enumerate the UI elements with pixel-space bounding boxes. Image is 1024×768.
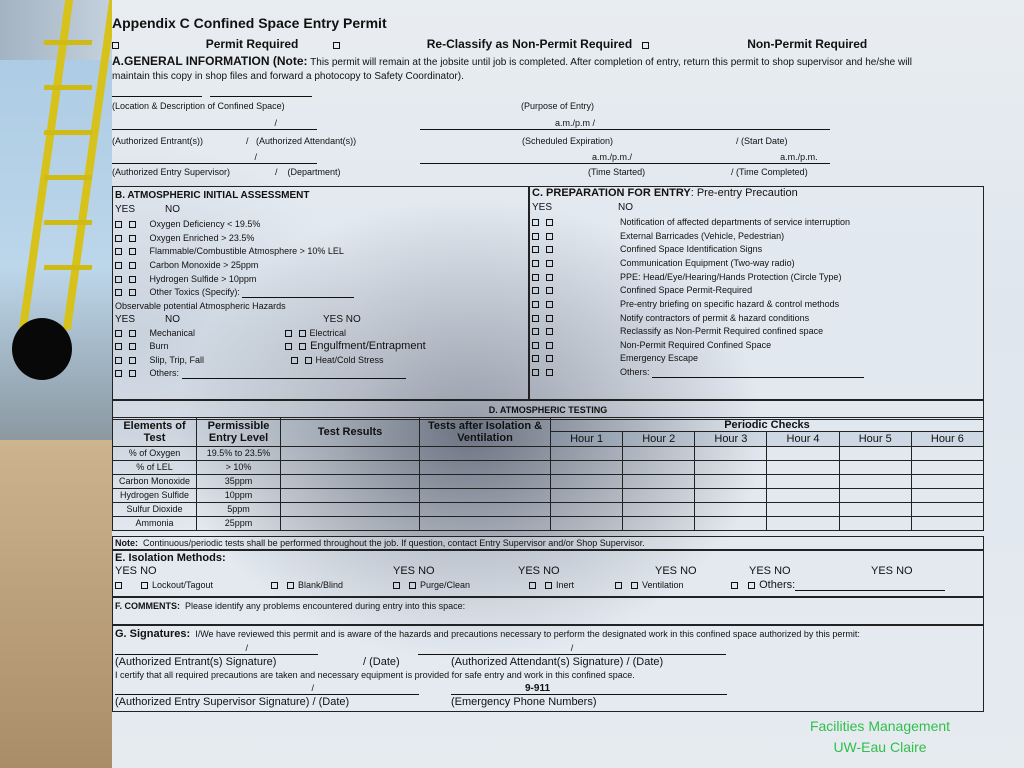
section-e [112, 550, 984, 597]
comments-text: Please identify any problems encountered during entry into this space: [185, 601, 466, 611]
emergency-phone-label: (Emergency Phone Numbers) [451, 696, 597, 708]
manhole-opening [12, 318, 72, 380]
entry-cell[interactable] [767, 517, 839, 531]
checkbox[interactable] [115, 330, 122, 337]
item-label: Confined Space Identification Signs [620, 244, 763, 254]
checkbox[interactable] [129, 262, 136, 269]
list-item [532, 340, 772, 351]
entry-cell[interactable] [839, 461, 911, 475]
checkbox[interactable] [532, 233, 539, 240]
expiration-label: (Scheduled Expiration) [522, 136, 614, 146]
others-field[interactable] [182, 378, 406, 379]
entry-cell[interactable] [767, 461, 839, 475]
list-item [532, 299, 840, 310]
checkbox[interactable] [393, 582, 400, 589]
entry-cell[interactable] [623, 503, 695, 517]
signatures-text: I/We have reviewed this permit and is aware of the hazards and precautions necessary to perform the designated work in this confined space authorized by this permit: [195, 629, 860, 639]
entry-cell[interactable] [623, 447, 695, 461]
entrant-label: Authorized Entrant(s)) [115, 136, 204, 146]
checkbox[interactable] [129, 357, 136, 364]
entry-cell[interactable] [839, 517, 911, 531]
entry-cell[interactable] [420, 503, 551, 517]
checkbox[interactable] [285, 330, 292, 337]
item-label: Communication Equipment (Two-way radio) [620, 258, 795, 268]
item-label: Carbon Monoxide > 25ppm [149, 260, 259, 270]
general-info-label: A.GENERAL INFORMATION (Note: [112, 54, 308, 68]
entry-cell[interactable] [839, 503, 911, 517]
item-label: Emergency Escape [620, 353, 699, 363]
entry-cell[interactable] [551, 489, 623, 503]
supervisor-signature-line[interactable]: / 9-911 [115, 683, 727, 695]
checkbox[interactable] [546, 233, 553, 240]
checkbox[interactable] [546, 274, 553, 281]
checkbox[interactable] [545, 582, 552, 589]
checkbox[interactable] [532, 246, 539, 253]
checkbox[interactable] [112, 42, 119, 49]
no-label: NO [618, 202, 634, 213]
checkbox[interactable] [546, 369, 553, 376]
hazards-yes-no [115, 314, 361, 325]
entry-cell[interactable] [695, 447, 767, 461]
entry-cell[interactable] [281, 503, 420, 517]
checkbox[interactable] [115, 235, 122, 242]
element-cell: % of LEL [113, 461, 197, 475]
list-item [115, 340, 426, 352]
checkbox[interactable] [532, 369, 539, 376]
entry-cell[interactable] [839, 447, 911, 461]
table-row [113, 517, 984, 531]
department-label: (Department) [287, 167, 341, 177]
entry-cell[interactable] [623, 475, 695, 489]
item-label: Slip, Trip, Fall [149, 355, 205, 365]
yes-no-label: YES NO [871, 565, 913, 577]
supervisor-label: (Authorized Entry Supervisor) [112, 167, 231, 177]
list-item [532, 326, 824, 337]
entry-cell[interactable] [695, 475, 767, 489]
permit-type-row [112, 37, 867, 51]
section-c-subtitle: : Pre-entry Precaution [690, 187, 798, 199]
method-label: Lockout/Tagout [152, 580, 214, 590]
level-cell: 10ppm [197, 489, 281, 503]
checkbox[interactable] [115, 221, 122, 228]
section-g [112, 625, 984, 712]
checkbox[interactable] [115, 262, 122, 269]
list-item [115, 219, 260, 230]
item-label: Hydrogen Sulfide > 10ppm [149, 274, 257, 284]
plank-image [0, 440, 112, 768]
ampm-label: a.m./p.m. [780, 152, 818, 162]
entry-cell[interactable] [281, 461, 420, 475]
checkbox[interactable] [532, 287, 539, 294]
item-label: Burn [149, 341, 169, 351]
entry-cell[interactable] [767, 489, 839, 503]
section-c [529, 186, 984, 400]
item-label: Others: [620, 367, 650, 377]
list-item [115, 355, 384, 366]
entry-cell[interactable] [839, 475, 911, 489]
checkbox[interactable] [409, 582, 416, 589]
entrant-signature-line[interactable]: / / [115, 643, 726, 655]
ladder-rung [44, 175, 93, 180]
column-header [197, 418, 281, 447]
level-cell: 25ppm [197, 517, 281, 531]
time-completed-label: / (Time Completed) [731, 167, 808, 177]
hour-header: Hour 1 [551, 432, 623, 447]
method-label: Purge/Clean [420, 580, 471, 590]
entry-cell[interactable] [551, 447, 623, 461]
entry-cell[interactable] [911, 517, 983, 531]
entry-cell[interactable] [911, 503, 983, 517]
level-cell: 5ppm [197, 503, 281, 517]
item-label: Others: [149, 368, 180, 378]
section-c-title-row [532, 188, 798, 199]
yes-label: YES [115, 314, 136, 325]
checkbox[interactable] [748, 582, 755, 589]
column-header [420, 418, 551, 447]
checkbox[interactable] [129, 343, 136, 350]
ampm-label: a.m./p.m. [592, 152, 630, 162]
signatures-row [115, 629, 860, 640]
checkbox[interactable] [532, 274, 539, 281]
ladder-rung [44, 40, 93, 45]
no-label: NO [165, 204, 181, 215]
checkbox[interactable] [546, 246, 553, 253]
list-item [115, 233, 254, 244]
list-item [532, 244, 763, 255]
isolation-yes-no-row [115, 565, 975, 578]
item-label: Notify contractors of permit & hazard conditions [620, 313, 810, 323]
list-item [532, 217, 850, 228]
start-date-label: / (Start Date) [736, 136, 788, 146]
checkbox[interactable] [129, 248, 136, 255]
list-item [532, 258, 795, 269]
checkbox[interactable] [115, 370, 122, 377]
general-note-1: This permit will remain at the jobsite until job is completed. After completion of entry, return this permit to shop supervisor and he/she will [310, 57, 912, 68]
entry-cell[interactable] [420, 489, 551, 503]
checkbox[interactable] [532, 315, 539, 322]
checkbox[interactable] [529, 582, 536, 589]
checkbox[interactable] [129, 235, 136, 242]
atmospheric-testing-table [112, 417, 984, 531]
non-permit-label: Non-Permit Required [747, 37, 868, 51]
item-label: Flammable/Combustible Atmosphere > 10% LEL [149, 246, 344, 256]
list-item [532, 353, 699, 364]
general-note-2: maintain this copy in shop files and forward a photocopy to Safety Coordinator). [112, 71, 464, 82]
entry-cell[interactable] [839, 489, 911, 503]
location-blank-line[interactable] [112, 86, 312, 97]
method-label: Blank/Blind [298, 580, 344, 590]
list-item [532, 272, 842, 283]
item-label: Oxygen Enriched > 23.5% [149, 233, 255, 243]
purpose-label: (Purpose of Entry) [521, 101, 595, 111]
emergency-phone-value: 9-911 [525, 683, 551, 694]
entry-cell[interactable] [623, 489, 695, 503]
signature-labels-row1 [115, 656, 664, 669]
date-label: / (Date) [363, 656, 400, 668]
specify-field[interactable] [242, 297, 354, 298]
ampm-label: a.m./p.m [555, 118, 591, 128]
general-info [112, 55, 912, 69]
list-item [115, 328, 347, 339]
checkbox[interactable] [642, 42, 649, 49]
checkbox[interactable] [115, 289, 122, 296]
column-header [281, 418, 420, 447]
list-item [115, 246, 344, 257]
entrant-signature-label: (Authorized Entrant(s) Signature) [115, 656, 277, 668]
checkbox[interactable] [129, 330, 136, 337]
permit-document [112, 0, 985, 768]
yes-label: YES [532, 202, 553, 213]
checkbox[interactable] [129, 221, 136, 228]
item-label: Electrical [309, 328, 347, 338]
supervisor-blank-row[interactable]: / a.m./p.m./ a.m./p.m. [112, 152, 830, 164]
element-cell: Carbon Monoxide [113, 475, 197, 489]
checkbox[interactable] [305, 357, 312, 364]
checkbox[interactable] [532, 328, 539, 335]
worksite-photo [0, 0, 112, 768]
checkbox[interactable] [141, 582, 148, 589]
entry-cell[interactable] [767, 447, 839, 461]
checkbox[interactable] [271, 582, 278, 589]
element-cell: Sulfur Dioxide [113, 503, 197, 517]
yes-no-label: YES NO [323, 314, 361, 325]
entry-cell[interactable] [623, 461, 695, 475]
list-item [115, 287, 354, 298]
ladder-rung [44, 220, 93, 225]
list-item [115, 260, 258, 271]
permit-required-label: Permit Required [205, 37, 299, 51]
hour-header: Hour 2 [623, 432, 695, 447]
attendant-signature-label: (Authorized Attendant(s) Signature) / (Date) [451, 656, 664, 668]
method-label: Inert [556, 580, 575, 590]
section-c-title: C. PREPARATION FOR ENTRY [532, 187, 691, 199]
method-label: Ventilation [642, 580, 684, 590]
entry-cell[interactable] [767, 475, 839, 489]
entry-cell[interactable] [420, 461, 551, 475]
entry-cell[interactable] [281, 475, 420, 489]
testing-note [112, 536, 984, 550]
checkbox[interactable] [532, 260, 539, 267]
entry-cell[interactable] [767, 503, 839, 517]
ladder-rung [44, 265, 93, 270]
field-labels-row2: (Authorized Entrant(s)) / (Authorized Attendant(s)) (Scheduled Expiration) / (Start Date) [112, 136, 203, 147]
checkbox[interactable] [129, 289, 136, 296]
entry-cell[interactable] [281, 517, 420, 531]
entry-cell[interactable] [281, 447, 420, 461]
isolation-methods-row [115, 580, 975, 591]
item-label: PPE: Head/Eye/Hearing/Hands Protection (Circle Type) [620, 272, 842, 282]
level-cell: 35ppm [197, 475, 281, 489]
item-label: External Barricades (Vehicle, Pedestrian) [620, 231, 785, 241]
checkbox[interactable] [546, 342, 553, 349]
footer-branding [795, 716, 965, 758]
checkbox[interactable] [115, 582, 122, 589]
yes-no-label: YES NO [393, 565, 435, 577]
entry-cell[interactable] [695, 517, 767, 531]
hour-header: Hour 6 [911, 432, 983, 447]
section-f [112, 597, 984, 625]
checkbox[interactable] [129, 370, 136, 377]
list-item [115, 274, 256, 285]
field-labels-row3: (Authorized Entry Supervisor) / (Department) (Time Started) / (Time Completed) [112, 167, 230, 178]
page-title: Appendix C Confined Space Entry Permit [112, 15, 387, 31]
hour-header: Hour 4 [767, 432, 839, 447]
entrant-blank-row[interactable]: / a.m./p.m / [112, 118, 830, 130]
note-label: Note: [115, 538, 138, 548]
column-header [113, 418, 197, 447]
entry-cell[interactable] [420, 517, 551, 531]
ladder-rung [44, 85, 93, 90]
item-label: Non-Permit Required Confined Space [620, 340, 772, 350]
entry-cell[interactable] [695, 461, 767, 475]
checkbox[interactable] [115, 343, 122, 350]
checkbox[interactable] [546, 355, 553, 362]
footer-line-1: Facilities Management [809, 718, 951, 734]
level-cell: > 10% [197, 461, 281, 475]
entry-cell[interactable] [281, 489, 420, 503]
checkbox[interactable] [115, 248, 122, 255]
periodic-checks-header: Periodic Checks [551, 418, 984, 432]
entry-cell[interactable] [911, 475, 983, 489]
header-text: Elements of Test [123, 420, 186, 444]
field-labels-row1: (Location & Description of Confined Space) (Purpose of Entry) [112, 101, 285, 112]
checkbox[interactable] [532, 342, 539, 349]
hour-header: Hour 3 [695, 432, 767, 447]
entry-cell[interactable] [551, 517, 623, 531]
note-text: Continuous/periodic tests shall be performed throughout the job. If question, contact Entry Supervisor and/or Shop Supervisor. [143, 538, 645, 548]
element-cell: Hydrogen Sulfide [113, 489, 197, 503]
entry-cell[interactable] [911, 489, 983, 503]
entry-cell[interactable] [551, 475, 623, 489]
checkbox[interactable] [115, 276, 122, 283]
note-row [115, 538, 645, 549]
header-text: Test Results [317, 426, 383, 438]
list-item [115, 368, 406, 379]
item-label: Other Toxics (Specify): [149, 287, 240, 297]
item-label: Notification of affected departments of service interruption [620, 217, 850, 227]
checkbox[interactable] [291, 357, 298, 364]
table-row [113, 461, 984, 475]
checkbox[interactable] [287, 582, 294, 589]
section-e-title: E. Isolation Methods: [115, 552, 226, 564]
others-field[interactable] [795, 590, 945, 591]
entry-cell[interactable] [420, 475, 551, 489]
supervisor-signature-label: (Authorized Entry Supervisor Signature) / (Date) [115, 696, 350, 708]
checkbox[interactable] [546, 219, 553, 226]
entry-cell[interactable] [695, 489, 767, 503]
entry-cell[interactable] [420, 447, 551, 461]
entry-cell[interactable] [551, 503, 623, 517]
method-label: Others: [759, 579, 796, 591]
checkbox[interactable] [532, 219, 539, 226]
yes-no-label: YES NO [115, 565, 157, 577]
comments-label: F. COMMENTS: [115, 601, 180, 611]
yes-no-label: YES NO [749, 565, 791, 577]
entry-cell[interactable] [551, 461, 623, 475]
item-label: Pre-entry briefing on specific hazard & control methods [620, 299, 840, 309]
item-label: Confined Space Permit-Required [620, 285, 753, 295]
yes-no-label: YES NO [655, 565, 697, 577]
list-item [532, 313, 810, 324]
entry-cell[interactable] [623, 517, 695, 531]
section-d-title: D. ATMOSPHERIC TESTING [488, 405, 608, 415]
attendant-label: (Authorized Attendant(s)) [256, 136, 357, 146]
others-field[interactable] [652, 377, 864, 378]
signature-labels-row2 [115, 696, 597, 709]
checkbox[interactable] [532, 301, 539, 308]
section-b-title: B. ATMOSPHERIC INITIAL ASSESSMENT [115, 190, 310, 201]
checkbox[interactable] [299, 343, 306, 350]
checkbox[interactable] [546, 287, 553, 294]
yes-no-label: YES NO [518, 565, 560, 577]
entry-cell[interactable] [911, 447, 983, 461]
certify-text: I certify that all required precautions are taken and necessary equipment is provided for safe entry and work in this confined space. [115, 670, 635, 680]
list-item [532, 231, 785, 242]
element-cell: % of Oxygen [113, 447, 197, 461]
yes-no-header [532, 202, 633, 213]
item-label: Reclassify as Non-Permit Required confined space [620, 326, 824, 336]
level-cell: 19.5% to 23.5% [197, 447, 281, 461]
checkbox[interactable] [299, 330, 306, 337]
location-label: Location & Description of Confined Space) [115, 101, 285, 111]
item-label: Engulfment/Entrapment [310, 340, 426, 352]
checkbox[interactable] [333, 42, 340, 49]
entry-cell[interactable] [911, 461, 983, 475]
section-b [112, 186, 529, 400]
checkbox[interactable] [546, 301, 553, 308]
hour-header: Hour 5 [839, 432, 911, 447]
table-row [113, 489, 984, 503]
checkbox[interactable] [546, 260, 553, 267]
checkbox[interactable] [129, 276, 136, 283]
checkbox[interactable] [731, 582, 738, 589]
element-cell: Ammonia [113, 517, 197, 531]
table-row [113, 447, 984, 461]
list-item [532, 285, 753, 296]
time-started-label: (Time Started) [588, 167, 646, 177]
checkbox[interactable] [115, 357, 122, 364]
hazards-title: Observable potential Atmospheric Hazards [115, 301, 286, 311]
header-text: Tests after Isolation & Ventilation [427, 420, 543, 444]
signatures-label: G. Signatures: [115, 628, 191, 640]
no-label: NO [165, 314, 181, 325]
checkbox[interactable] [546, 315, 553, 322]
checkbox[interactable] [532, 355, 539, 362]
list-item [532, 367, 650, 378]
checkbox[interactable] [631, 582, 638, 589]
header-text: Permissible Entry Level [207, 420, 270, 444]
table-row [113, 475, 984, 489]
checkbox[interactable] [546, 328, 553, 335]
checkbox[interactable] [285, 343, 292, 350]
yes-label: YES [115, 204, 136, 215]
checkbox[interactable] [615, 582, 622, 589]
item-label: Oxygen Deficiency < 19.5% [149, 219, 261, 229]
building-image [0, 0, 112, 60]
table-row [113, 503, 984, 517]
entry-cell[interactable] [695, 503, 767, 517]
ladder-rung [44, 130, 93, 135]
reclassify-label: Re-Classify as Non-Permit Required [426, 37, 633, 51]
yes-no-header [115, 204, 180, 215]
footer-line-2: UW-Eau Claire [833, 739, 927, 755]
item-label: Mechanical [149, 328, 196, 338]
comments-row [115, 601, 465, 612]
item-label: Heat/Cold Stress [315, 355, 384, 365]
